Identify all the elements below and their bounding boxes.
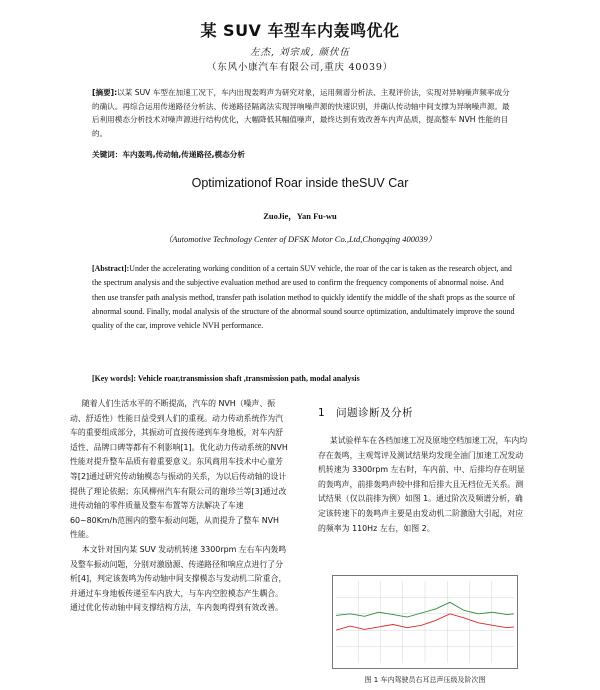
figure-1-caption: 图 1 车内驾驶员右耳总声压级及阶次图	[364, 676, 486, 684]
figure-1-chart	[332, 575, 518, 669]
chinese-authors: 左杰, 刘宗成, 颜伏伍	[249, 47, 351, 58]
chinese-abstract	[92, 86, 512, 140]
english-abstract-label: [Abstract]:	[92, 264, 130, 273]
english-affiliation: （Automotive Technology Center of DFSK Motor Co.,Ltd,Chongqing 400039）	[163, 234, 437, 244]
chinese-title: 某 SUV 车型车内轰鸣优化	[200, 21, 400, 40]
chinese-keywords-label: 关键词：	[92, 150, 123, 159]
chinese-affiliation: （东风小康汽车有限公司,重庆 40039）	[206, 62, 394, 73]
chinese-abstract-label: [摘要]:	[92, 88, 118, 97]
section-paragraph-1: 某试验样车在各档加速工况及原地空档加速工况，车内均存在轰鸣，主观驾评及测试结果均发现全油门加速工况发动机转速为 3300rpm 左右时，车内前、中、后排均存在明显的轰鸣声，前排轰鸣声较中排和后排大且无档位无关系。测试结果（仅以前排为例）如图 1。通过阶次及频谱分析，确定该转速下的轰鸣声主要是由发动机二阶激励大引起，对应的频率为 110Hz 左右，如图 2。	[318, 436, 528, 533]
left-column	[70, 397, 288, 616]
english-authors: ZuoJie，Yan Fu-wu	[263, 211, 337, 221]
chinese-abstract-text: 以某 SUV 车型在加速工况下，车内出现轰鸣声为研究对象，运用频谱分析法、主观评价法，实现对异响噪声频率成分的确认。再综合运用传递路径分析法、传递路径隔离法实现异响噪声源的快速识别，并确认传动轴中间支撑为异响噪声源。最后利用模态分析技术对噪声源进行结构优化，大幅降低其幅值噪声，最终达到有效改善车内声品质，提高整车 NVH 性能的目的。	[92, 88, 510, 138]
english-keywords	[92, 373, 517, 385]
english-abstract	[92, 262, 517, 333]
right-column	[318, 405, 530, 536]
intro-paragraph-2: 本文针对国内某 SUV 发动机转速 3300rpm 左右车内轰鸣及整车振动问题，分别对激励源、传递路径和响应点进行了分析[4]，判定该轰鸣为传动轴中间支撑模态与发动机二阶重合，并通过车身地板传递至车内放大，与车内空腔模态产生耦合。通过优化传动轴中间支撑结构方法，车内轰鸣得到有效改善。	[70, 544, 287, 613]
chinese-keywords-text: 车内轰鸣,传动轴,传递路径,模态分析	[122, 150, 245, 159]
english-abstract-text: Under the accelerating working condition of a certain SUV vehicle, the roar of the car is taken as the research object, and the spectrum analysis and the subjective evaluation method are used to confirm the frequency components of abnormal noise. And then use transfer path analysis method, transfer path isolation method to quickly identify the middle of the shaft props as the source of abnormal sound. Finally, modal analysis of the structure of the abnormal sound source optimization, andultimately improve the sound quality of the car, improve vehicle NVH performance.	[92, 264, 516, 331]
english-title: Optimizationof Roar inside theSUV Car	[191, 176, 409, 190]
section-heading: 1 问题诊断及分析	[318, 407, 414, 419]
chinese-keywords	[92, 149, 512, 161]
english-keywords-text: Vehicle roar,transmission shaft ,transmission path, modal analysis	[137, 374, 360, 383]
english-keywords-label: [Key words]:	[92, 374, 137, 383]
intro-paragraph-1: 随着人们生活水平的不断提高，汽车的 NVH（噪声、振动、舒适性）性能日益受到人们的重视。动力传动系统作为汽车的重要组成部分，其振动可直接传递到车身地板，对车内舒适性、品牌口碑等都有不利影响[1]。优化动力传动系统的NVH性能对提升整车品质有着重要意义。东风商用车技术中心童芳等[2]通过研究传动轴模态与振动的关系，为以后传动轴的设计提供了理论依据；东风柳州汽车有限公司的谢珍兰等[3]通过改进传动轴的零件质量及整车布置等方法解决了车速60~80Km/h范围内的整车振动问题，从而提升了整车 NVH 性能。	[70, 399, 288, 540]
figure-1	[332, 575, 518, 669]
